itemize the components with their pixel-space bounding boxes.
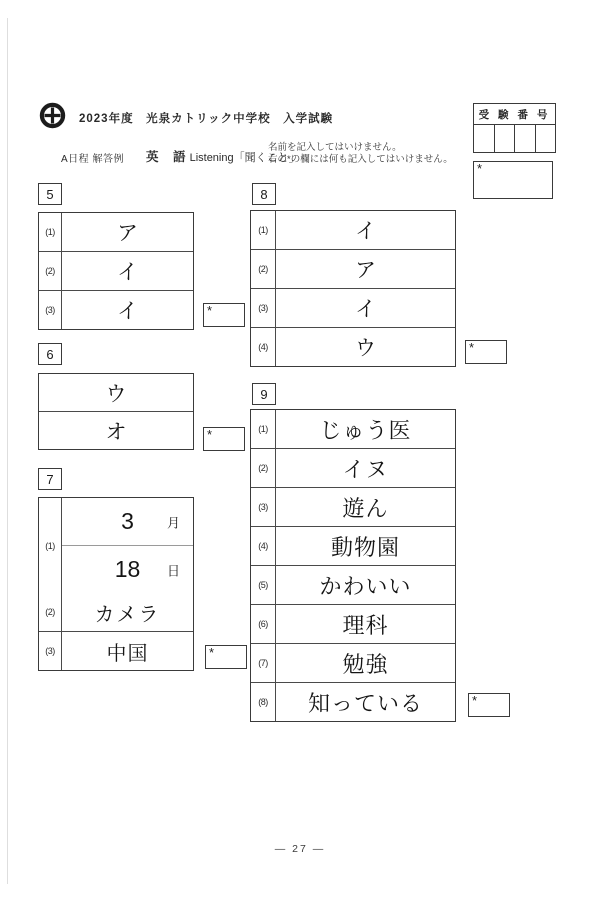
schedule-label: A日程 解答例: [61, 154, 124, 165]
asterisk-mark: *: [207, 427, 213, 442]
answer-text: イ: [355, 220, 376, 243]
answer-row: [251, 410, 455, 448]
asterisk-mark: *: [209, 645, 215, 660]
answer-text: 理科: [342, 612, 389, 638]
answer-text: 知っている: [307, 690, 423, 716]
exam-number-cell: [536, 125, 556, 152]
exam-number-cell: [474, 125, 495, 152]
section-7-badge: 7: [38, 468, 62, 490]
answer-row: [251, 288, 455, 327]
question-number: (1): [39, 498, 62, 593]
answer-row: [251, 643, 455, 682]
question-number: (4): [251, 527, 276, 565]
month-answer: [62, 498, 193, 546]
instruction-notes: [268, 142, 453, 165]
section-7-answer-table: [38, 497, 194, 671]
section-6-badge: 6: [38, 343, 62, 365]
section-9-answer-table: [250, 409, 456, 722]
answer-text: 遊ん: [342, 495, 389, 521]
answer-row: [39, 593, 193, 631]
day-unit-label: 日: [166, 563, 180, 578]
section-8-badge: 8: [252, 183, 276, 205]
asterisk-mark: *: [469, 340, 475, 355]
score-box-section-5: [203, 303, 245, 327]
question-number: (2): [251, 250, 276, 288]
question-number: (1): [251, 410, 276, 448]
exam-number-box: [473, 103, 556, 153]
note-line-1: 名前を記入してはいけません。: [268, 142, 402, 153]
question-number: (6): [251, 605, 276, 643]
note-line-2: 右の*の欄には何も記入してはいけません。: [268, 153, 453, 165]
asterisk-mark: *: [472, 693, 478, 708]
question-number: (7): [251, 644, 276, 682]
question-number: (5): [251, 566, 276, 604]
score-box-section-8: [465, 340, 507, 364]
answer-row: [39, 290, 193, 329]
answer-row: [251, 211, 455, 249]
section-6-answer-table: [38, 373, 194, 450]
page-number: — 27 —: [274, 843, 326, 855]
answer-text: ウ: [355, 337, 376, 360]
section-8-answer-table: [250, 210, 456, 367]
answer-text: 勉強: [342, 651, 389, 677]
answer-row: [39, 498, 193, 593]
scan-edge-line: [7, 18, 8, 884]
answer-text: イ: [117, 261, 138, 284]
answer-text: イヌ: [342, 456, 389, 482]
score-box-header: [473, 161, 553, 199]
subject-subtitle: Listening「聞くこと」: [186, 152, 300, 164]
answer-text: ア: [355, 259, 376, 282]
answer-text: かわいい: [319, 573, 412, 599]
answer-text: ア: [117, 222, 138, 245]
exam-number-label: 受 験 番 号: [474, 104, 555, 125]
question-number: (4): [251, 328, 276, 366]
answer-row: [251, 526, 455, 565]
exam-title: 2023年度 光泉カトリック中学校 入学試験: [79, 113, 334, 125]
date-answer: [62, 498, 193, 593]
question-number: (2): [39, 252, 62, 290]
score-box-section-6: [203, 427, 245, 451]
answer-row: [39, 631, 193, 670]
answer-text: イ: [117, 300, 138, 323]
answer-text: ウ: [105, 382, 127, 406]
answer-row: [251, 604, 455, 643]
answer-row: [251, 448, 455, 487]
answer-row: [39, 374, 193, 411]
question-number: (2): [39, 593, 62, 631]
answer-row: [39, 213, 193, 251]
subject-name: 英 語: [146, 150, 187, 164]
month-unit-label: 月: [166, 515, 180, 530]
question-number: (3): [251, 488, 276, 526]
section-9-badge: 9: [252, 383, 276, 405]
answer-text: じゅう医: [319, 417, 412, 443]
score-box-section-7: [205, 645, 247, 669]
asterisk-mark: *: [477, 161, 483, 176]
question-number: (3): [39, 291, 62, 329]
answer-text: 3: [121, 508, 134, 534]
answer-text: 18: [114, 556, 141, 582]
answer-text: カメラ: [94, 603, 161, 626]
answer-text: イ: [355, 298, 376, 321]
question-number: (2): [251, 449, 276, 487]
answer-text: オ: [105, 420, 127, 444]
answer-row: [251, 249, 455, 288]
section-5-answer-table: [38, 212, 194, 330]
answer-row: [251, 327, 455, 366]
section-5-badge: 5: [38, 183, 62, 205]
question-number: (8): [251, 683, 276, 721]
exam-number-cell: [515, 125, 536, 152]
exam-number-cells: [474, 125, 555, 152]
answer-row: [39, 411, 193, 449]
exam-number-cell: [495, 125, 516, 152]
answer-text: 動物園: [330, 534, 400, 560]
answer-row: [251, 565, 455, 604]
question-number: (3): [251, 289, 276, 327]
answer-row: [39, 251, 193, 290]
question-number: (3): [39, 632, 62, 670]
answer-row: [251, 487, 455, 526]
score-box-section-9: [468, 693, 510, 717]
question-number: (1): [251, 211, 276, 249]
asterisk-mark: *: [207, 303, 213, 318]
answer-row: [251, 682, 455, 721]
answer-text: 中国: [106, 642, 149, 665]
question-number: (1): [39, 213, 62, 251]
school-emblem-icon: [39, 102, 66, 129]
day-answer: [62, 546, 193, 593]
